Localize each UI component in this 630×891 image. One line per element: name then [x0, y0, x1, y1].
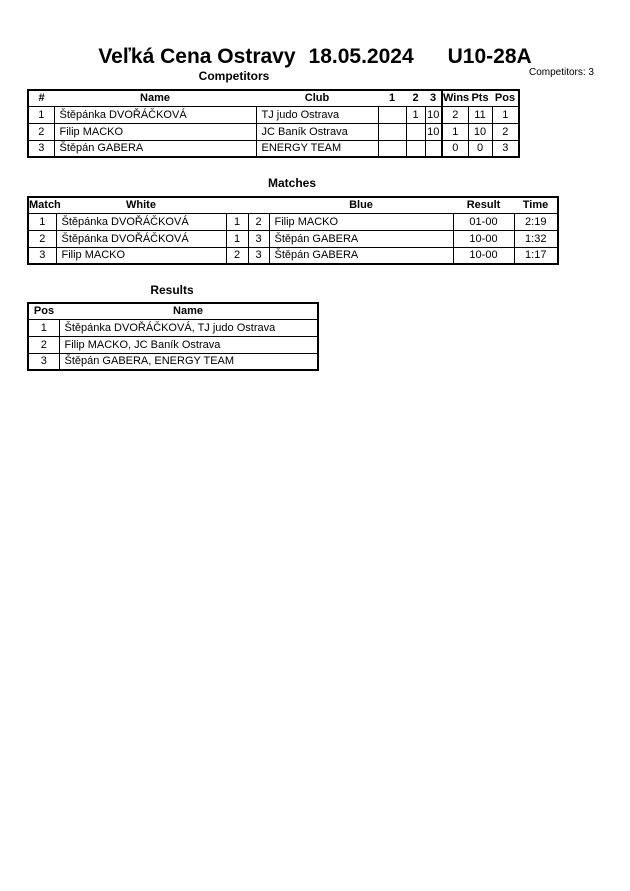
cell-name: Filip MACKO — [54, 123, 256, 140]
competitor-row — [28, 123, 519, 140]
cell-wins: 2 — [442, 106, 468, 123]
cell-r1 — [378, 140, 406, 157]
match-row — [28, 213, 558, 230]
cell-club: ENERGY TEAM — [256, 140, 378, 157]
results-section-label: Results — [150, 283, 194, 297]
cell-white-name: Štěpánka DVOŘÁČKOVÁ — [56, 230, 226, 247]
competitors-header-row — [28, 90, 519, 106]
col-header-blue-num — [248, 197, 269, 213]
col-header-wins: Wins — [442, 90, 468, 106]
cell-num: 3 — [28, 140, 54, 157]
cell-r3 — [425, 140, 442, 157]
competitors-count: Competitors: 3 — [528, 67, 594, 78]
title-date: 18.05.2024 — [308, 45, 414, 68]
cell-num: 2 — [28, 123, 54, 140]
cell-white-name: Filip MACKO — [56, 247, 226, 264]
competitor-row — [28, 140, 519, 157]
cell-pos: 3 — [28, 353, 59, 370]
cell-pts: 10 — [468, 123, 492, 140]
col-header-num: # — [28, 90, 54, 106]
cell-r1 — [378, 123, 406, 140]
col-header-club: Club — [256, 90, 378, 106]
cell-club: TJ judo Ostrava — [256, 106, 378, 123]
col-header-time: Time — [514, 197, 558, 213]
cell-pts: 0 — [468, 140, 492, 157]
cell-result: 01-00 — [453, 213, 514, 230]
cell-pos: 1 — [492, 106, 519, 123]
col-header-pos: Pos — [28, 303, 59, 319]
col-header-result: Result — [453, 197, 514, 213]
match-row — [28, 230, 558, 247]
cell-competitor: Štěpán GABERA, ENERGY TEAM — [59, 353, 318, 370]
cell-r3: 10 — [425, 106, 442, 123]
cell-match-num: 2 — [28, 230, 56, 247]
page-title — [0, 45, 630, 69]
col-header-match: Match — [28, 197, 56, 213]
matches-table — [27, 196, 559, 265]
result-row — [28, 353, 318, 370]
matches-section-label: Matches — [267, 176, 317, 190]
cell-pos: 1 — [28, 319, 59, 336]
col-header-r2: 2 — [406, 90, 425, 106]
competitor-row — [28, 106, 519, 123]
col-header-name: Name — [54, 90, 256, 106]
cell-r2 — [406, 140, 425, 157]
cell-white-seed: 1 — [226, 230, 248, 247]
cell-match-num: 1 — [28, 213, 56, 230]
cell-blue-name: Filip MACKO — [269, 213, 453, 230]
cell-wins: 0 — [442, 140, 468, 157]
cell-competitor: Štěpánka DVOŘÁČKOVÁ, TJ judo Ostrava — [59, 319, 318, 336]
cell-pos: 2 — [492, 123, 519, 140]
cell-r3: 10 — [425, 123, 442, 140]
col-header-white: White — [56, 197, 226, 213]
cell-club: JC Baník Ostrava — [256, 123, 378, 140]
cell-competitor: Filip MACKO, JC Baník Ostrava — [59, 336, 318, 353]
cell-result: 10-00 — [453, 247, 514, 264]
col-header-white-num — [226, 197, 248, 213]
cell-name: Štěpán GABERA — [54, 140, 256, 157]
title-event: Veľká Cena Ostravy — [98, 45, 296, 68]
matches-header-row — [28, 197, 558, 213]
cell-r1 — [378, 106, 406, 123]
cell-match-num: 3 — [28, 247, 56, 264]
competitors-section-label: Competitors — [198, 69, 270, 83]
cell-result: 10-00 — [453, 230, 514, 247]
cell-blue-seed: 3 — [248, 247, 269, 264]
results-table — [27, 302, 319, 371]
col-header-pts: Pts — [468, 90, 492, 106]
cell-r2: 1 — [406, 106, 425, 123]
cell-time: 1:17 — [514, 247, 558, 264]
results-header-row — [28, 303, 318, 319]
cell-pos: 3 — [492, 140, 519, 157]
col-header-r3: 3 — [425, 90, 442, 106]
cell-name: Štěpánka DVOŘÁČKOVÁ — [54, 106, 256, 123]
cell-r2 — [406, 123, 425, 140]
cell-pos: 2 — [28, 336, 59, 353]
cell-blue-seed: 3 — [248, 230, 269, 247]
col-header-pos: Pos — [492, 90, 519, 106]
col-header-r1: 1 — [378, 90, 406, 106]
cell-white-seed: 2 — [226, 247, 248, 264]
competitors-table — [27, 89, 520, 158]
match-row — [28, 247, 558, 264]
cell-blue-seed: 2 — [248, 213, 269, 230]
result-row — [28, 319, 318, 336]
result-row — [28, 336, 318, 353]
cell-blue-name: Štěpán GABERA — [269, 247, 453, 264]
cell-wins: 1 — [442, 123, 468, 140]
cell-time: 2:19 — [514, 213, 558, 230]
col-header-blue: Blue — [269, 197, 453, 213]
cell-pts: 11 — [468, 106, 492, 123]
cell-white-seed: 1 — [226, 213, 248, 230]
cell-blue-name: Štěpán GABERA — [269, 230, 453, 247]
cell-num: 1 — [28, 106, 54, 123]
cell-time: 1:32 — [514, 230, 558, 247]
col-header-name: Name — [59, 303, 318, 319]
cell-white-name: Štěpánka DVOŘÁČKOVÁ — [56, 213, 226, 230]
title-category: U10-28A — [447, 45, 532, 68]
